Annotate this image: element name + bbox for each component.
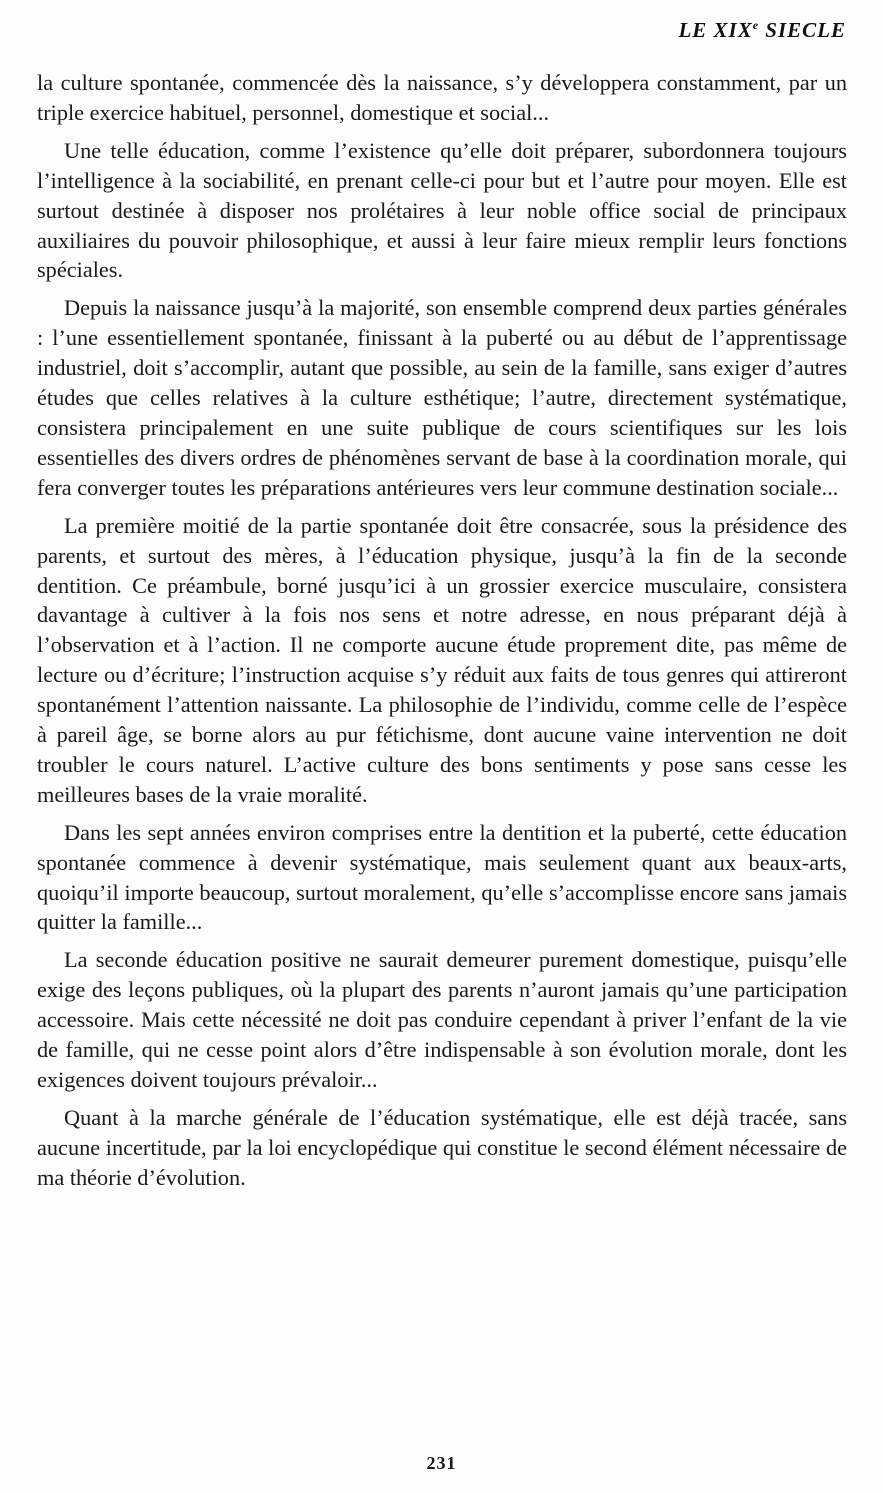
paragraph-1: la culture spontanée, commencée dès la naissance, s’y développera constamment, par un triple exercice habituel, personnel, domestique et social... <box>37 70 847 125</box>
paragraph-4: La première moitié de la partie spontanée doit être consacrée, sous la présidence des parents, et surtout des mères, à l’éducation physique, jusqu’à la fin de la seconde dentition. Ce préambule, borné jusqu’ici à un grossier exercice musculaire, consistera davantage à cultiver à la fois nos sens et notre adresse, en nous préparant déjà à l’observation et à l’action. Il ne comporte aucune étude proprement dite, pas même de lecture ou d’écriture; l’instruction acquise s’y réduit aux faits de tous genres qui attireront spontanément l’attention naissante. La philosophie de l’individu, comme celle de l’espèce à pareil âge, se borne alors au pur fétichisme, dont aucune vaine intervention ne doit troubler le cours naturel. L’active culture des bons sentiments y pose sans cesse les meilleures bases de la vraie moralité. <box>37 512 847 807</box>
running-header-title: LE XIX <box>678 18 753 42</box>
paragraph-7: Quant à la marche générale de l’éducation systématique, elle est déjà tracée, sans aucune incertitude, par la loi encyclopédique qui constitue le second élément nécessaire de ma théorie d’évolution. <box>37 1104 847 1190</box>
running-header-title-end: SIECLE <box>759 18 846 42</box>
paragraph-3: Depuis la naissance jusqu’à la majorité, son ensemble comprend deux parties générales : l’une essentiellement spontanée, finissant à la puberté ou au début de l’apprentissage industriel, doit s’accomplir, autant que possible, au sein de la famille, sans exiger d’autres études que celles relatives à la culture esthétique; l’autre, directement systématique, consistera principalement en une suite publique de cours scientifiques sur les lois essentielles des divers ordres de phénomènes servant de base à la coordination morale, qui fera converger toutes les préparations antérieures vers leur commune destination sociale... <box>37 295 847 500</box>
body-text <box>37 68 847 1201</box>
page-number: 231 <box>426 1453 457 1473</box>
paragraph-2: Une telle éducation, comme l’existence qu’elle doit préparer, subordonnera toujours l’intelligence à la sociabilité, en prenant celle-ci pour but et l’autre pour moyen. Elle est surtout destinée à disposer nos prolétaires à leur noble office social de principaux auxiliaires du pouvoir philosophique, et aussi à leur faire mieux remplir leurs fonctions spéciales. <box>37 137 847 283</box>
paragraph-6: La seconde éducation positive ne saurait demeurer purement domestique, puisqu’elle exige des leçons publiques, où la plupart des parents n’auront jamais qu’une participation accessoire. Mais cette nécessité ne doit pas conduire cependant à priver l’enfant de la vie de famille, qui ne cesse point alors d’être indispensable à son évolution morale, dont les exigences doivent toujours prévaloir... <box>37 947 847 1092</box>
running-header-superscript: e <box>752 18 760 32</box>
paragraph-5: Dans les sept années environ comprises entre la dentition et la puberté, cette éducation spontanée commence à devenir systématique, mais seulement quant aux beaux-arts, quoiqu’il importe beaucoup, surtout moralement, qu’elle s’accomplisse encore sans jamais quitter la famille... <box>37 819 847 935</box>
running-header <box>678 18 846 43</box>
